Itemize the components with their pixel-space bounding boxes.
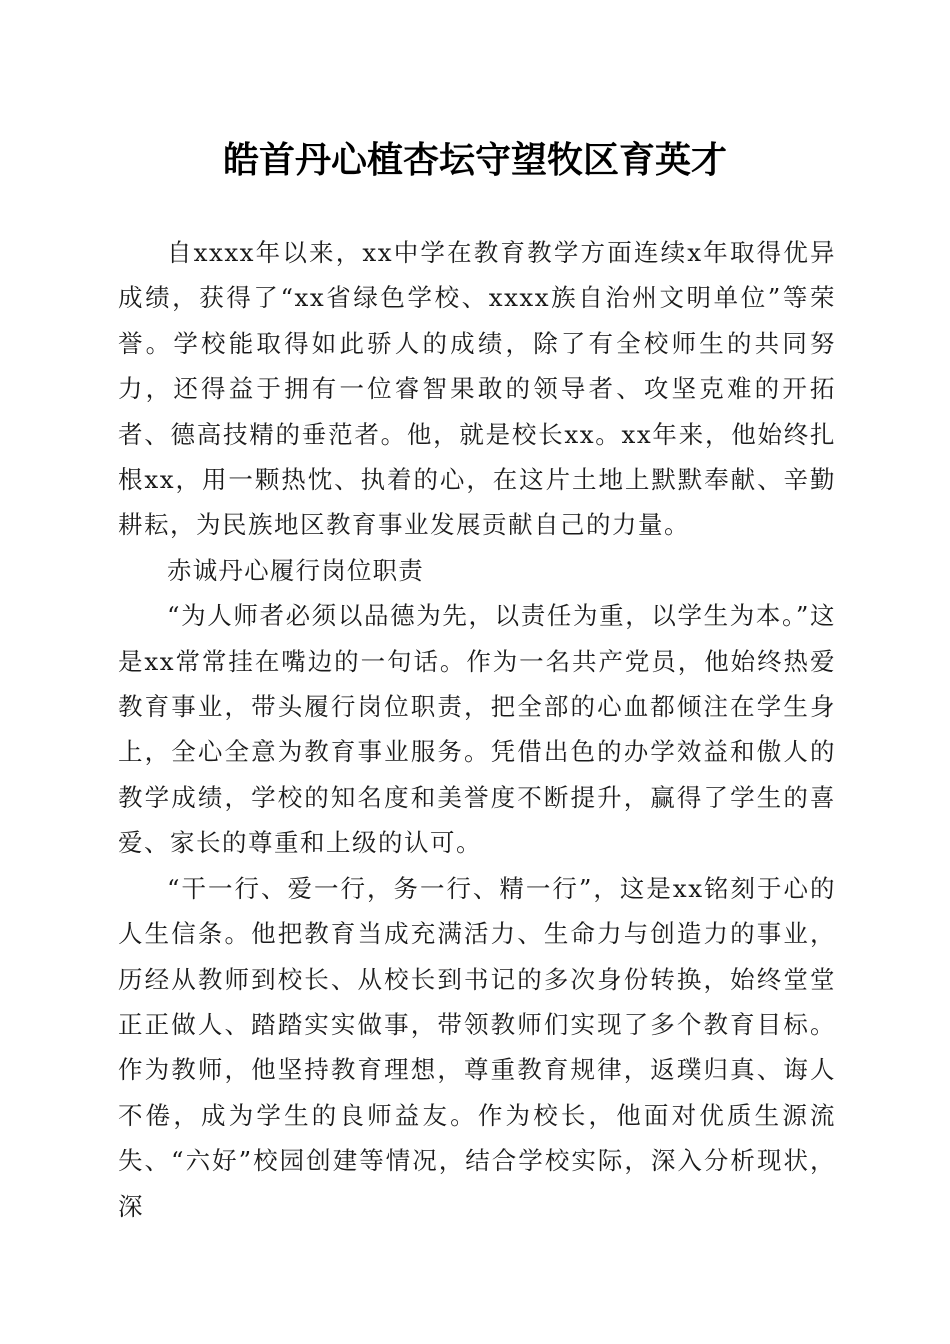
section-heading: 赤诚丹心履行岗位职责 — [167, 555, 424, 585]
document-body — [118, 230, 836, 1229]
page-title: 皓首丹心植杏坛守望牧区育英才 — [222, 139, 727, 181]
paragraph-duty: “为人师者必须以品德为先，以责任为重，以学生为本。”这是xx常常挂在嘴边的一句话。作为一名共产党员，他始终热爱教育事业，带头履行岗位职责，把全部的心血都倾注在学生身上，全心全意为教育事业服务。凭借出色的办学效益和傲人的教学成绩，学校的知名度和美誉度不断提升，赢得了学生的喜爱、家长的尊重和上级的认可。 — [118, 601, 836, 858]
paragraph-intro: 自xxxx年以来，xx中学在教育教学方面连续x年取得优异成绩，获得了“xx省绿色学校、xxxx族自治州文明单位”等荣誉。学校能取得如此骄人的成绩，除了有全校师生的共同努力，还得益于拥有一位睿智果敢的领导者、攻坚克难的开拓者、德高技精的垂范者。他，就是校长xx。xx年来，他始终扎根xx，用一颗热忱、执着的心，在这片土地上默默奉献、辛勤耕耘，为民族地区教育事业发展贡献自己的力量。 — [118, 238, 836, 540]
paragraph-career: “干一行、爱一行，务一行、精一行”，这是xx铭刻于心的人生信条。他把教育当成充满活力、生命力与创造力的事业，历经从教师到校长、从校长到书记的多次身份转换，始终堂堂正正做人、踏踏实实做事，带领教师们实现了多个教育目标。作为教师，他坚持教育理想，尊重教育规律，返璞归真、诲人不倦，成为学生的良师益友。作为校长，他面对优质生源流失、“六好”校园创建等情况，结合学校实际，深入分析现状，深 — [118, 873, 836, 1221]
